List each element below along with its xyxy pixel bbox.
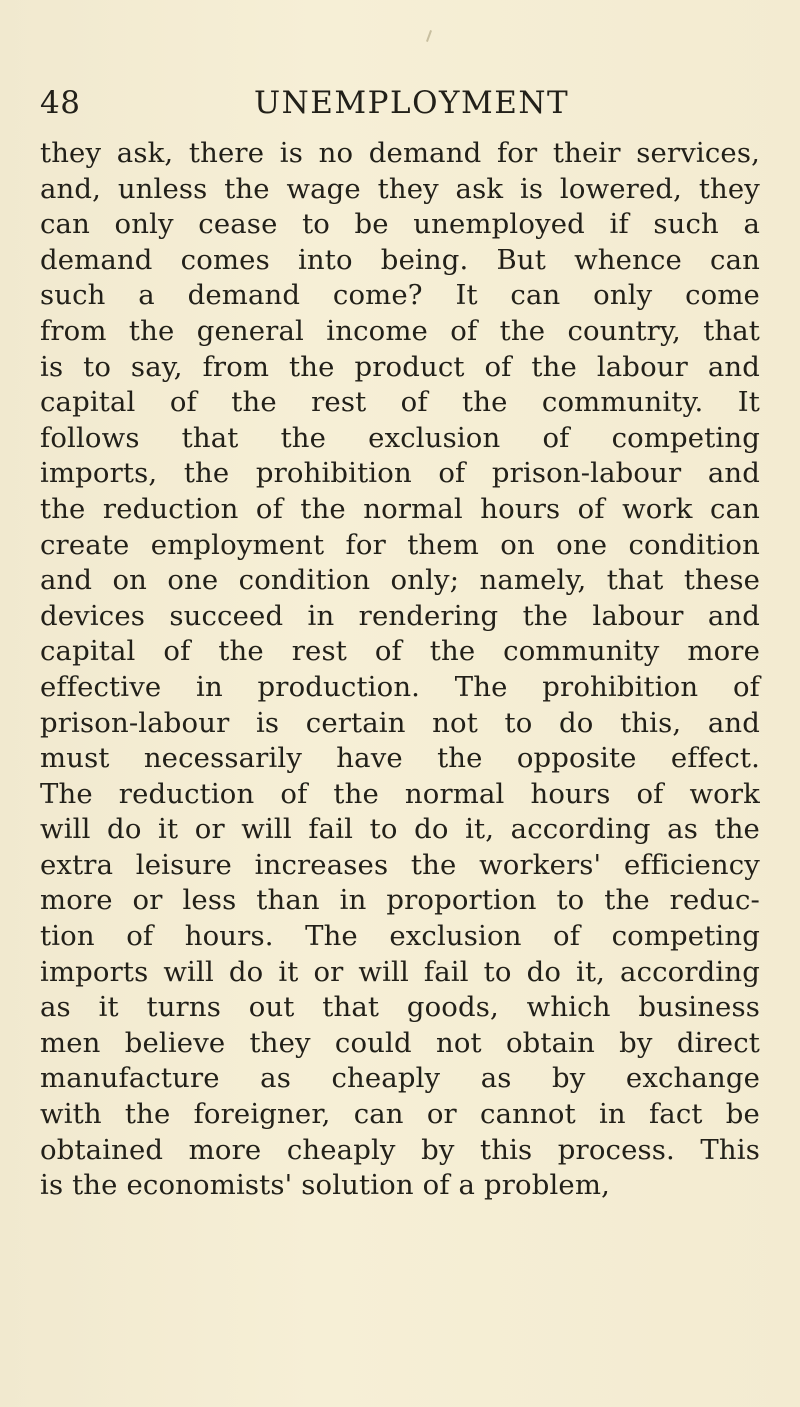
text-line: from the general income of the country, that	[40, 314, 760, 347]
text-line: devices succeed in rendering the labour and	[40, 599, 760, 632]
text-line: imports, the prohibition of prison-labour and	[40, 457, 760, 490]
text-line: is to say, from the product of the labour and	[40, 350, 760, 383]
text-line: and, unless the wage they ask is lowered, they	[40, 172, 760, 205]
text-line: will do it or will fail to do it, according as the	[40, 813, 760, 846]
text-line: can only cease to be unemployed if such a	[40, 208, 760, 241]
text-line: they ask, there is no demand for their services,	[40, 137, 760, 169]
text-line: is the economists' solution of a problem,	[40, 1169, 610, 1202]
text-line: tion of hours. The exclusion of competing	[40, 920, 760, 953]
text-line: such a demand come? It can only come	[40, 279, 760, 312]
text-line: more or less than in proportion to the reduc-	[40, 884, 760, 917]
text-line: prison-labour is certain not to do this, and	[40, 706, 760, 739]
text-line: demand comes into being. But whence can	[40, 243, 760, 276]
text-line: and on one condition only; namely, that these	[40, 564, 760, 597]
text-line: extra leisure increases the workers' efficiency	[40, 848, 760, 881]
text-line: manufacture as cheaply as by exchange	[40, 1062, 760, 1095]
text-line: must necessarily have the opposite effect.	[40, 742, 760, 775]
page-header	[40, 78, 760, 128]
text-line: with the foreigner, can or cannot in fact be	[40, 1098, 760, 1131]
text-line: as it turns out that goods, which business	[40, 991, 760, 1024]
pencil-mark	[426, 30, 432, 42]
text-line: follows that the exclusion of competing	[40, 421, 760, 454]
text-line: men believe they could not obtain by direct	[40, 1026, 760, 1059]
text-line: obtained more cheaply by this process. This	[40, 1133, 760, 1166]
text-line: the reduction of the normal hours of work can	[40, 492, 760, 525]
running-title: UNEMPLOYMENT	[254, 85, 570, 121]
page-number: 48	[40, 85, 81, 121]
body-text	[40, 136, 760, 1204]
text-line: create employment for them on one condition	[40, 528, 760, 561]
text-line: The reduction of the normal hours of work	[40, 777, 760, 810]
text-line: capital of the rest of the community more	[40, 635, 760, 668]
text-line: effective in production. The prohibition of	[40, 670, 760, 703]
text-line: capital of the rest of the community. It	[40, 386, 760, 419]
text-line: imports will do it or will fail to do it, according	[40, 955, 760, 988]
